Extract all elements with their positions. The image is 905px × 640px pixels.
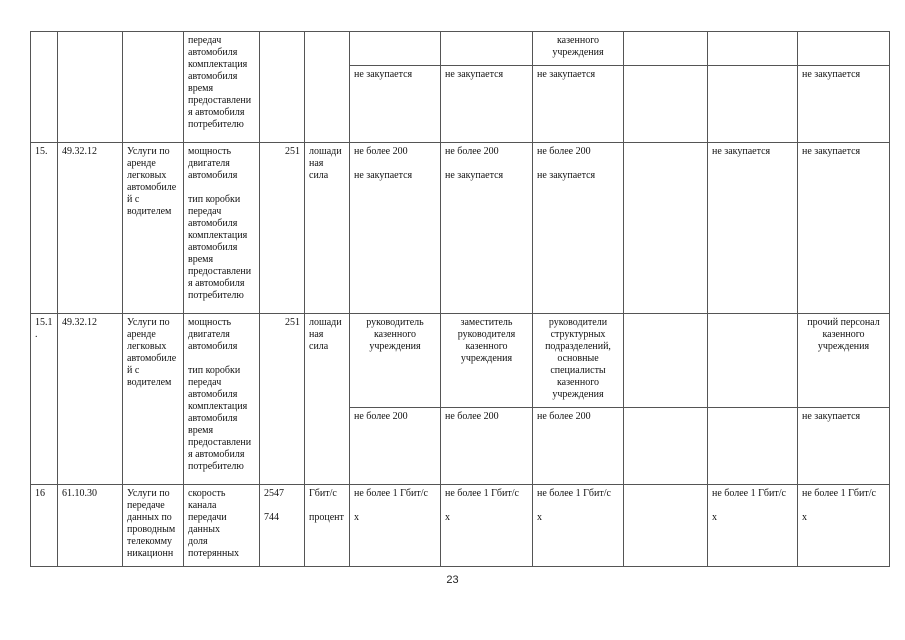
characteristic-text: мощность двигателя автомобиля xyxy=(188,146,238,181)
requirements-table xyxy=(30,31,890,567)
value-text: х xyxy=(354,512,359,523)
value-cell xyxy=(624,485,708,567)
category-header-cell xyxy=(708,314,798,408)
category-header-text: казенного учреждения xyxy=(552,35,604,58)
value-cell xyxy=(708,66,798,143)
value-text: х xyxy=(537,512,542,523)
category-header-cell: прочий персонал казенного учреждения xyxy=(798,314,890,408)
value-cell: не закупается xyxy=(441,66,533,143)
value-cell xyxy=(350,143,441,314)
category-header-cell: руководители структурных подразделений, основные специалисты казенного учреждения xyxy=(533,314,624,408)
value-text: х xyxy=(445,512,450,523)
characteristic-text: скорость канала передачи данных xyxy=(188,488,227,535)
value-text: не более 1 Гбит/с xyxy=(802,488,876,499)
okei-code-cell: 251 xyxy=(260,314,305,485)
category-header-cell xyxy=(798,32,890,66)
value-cell: не закупается xyxy=(798,143,890,314)
value-cell xyxy=(624,143,708,314)
value-text: х xyxy=(712,512,717,523)
row-number-cell: 15.1 . xyxy=(31,314,58,485)
service-name-cell: Услуги по передаче данных по проводным телекомму никационн xyxy=(123,485,184,567)
characteristic-text: передач автомобиля комплектация автомобиля время предоставлени я автомобиля потребителю xyxy=(188,35,252,130)
okpd-code-cell xyxy=(58,32,123,143)
value-cell xyxy=(441,485,533,567)
value-cell xyxy=(624,66,708,143)
value-cell xyxy=(798,485,890,567)
category-header-cell xyxy=(533,32,624,66)
page-number: 23 xyxy=(446,574,459,586)
value-text: не более 200 xyxy=(354,146,408,157)
service-name-cell xyxy=(123,32,184,143)
characteristic-cell xyxy=(184,485,260,567)
value-cell: не закупается xyxy=(350,66,441,143)
table-row xyxy=(31,314,890,408)
okei-code-cell xyxy=(260,485,305,567)
characteristic-cell xyxy=(184,32,260,143)
characteristic-text: доля потерянных xyxy=(188,536,240,559)
characteristic-text: тип коробки передач автомобиля комплектация автомобиля время предоставлени я автомобиля потребителю xyxy=(188,194,252,301)
service-name-cell: Услуги по аренде легковых автомобиле й с водителем xyxy=(123,314,184,485)
category-header-cell: заместитель руководителя казенного учреждения xyxy=(441,314,533,408)
value-text: не более 1 Гбит/с xyxy=(712,488,786,499)
row-number-cell: 15. xyxy=(31,143,58,314)
unit-cell xyxy=(305,32,350,143)
category-header-cell: руководитель казенного учреждения xyxy=(350,314,441,408)
value-text: х xyxy=(802,512,807,523)
value-cell xyxy=(624,408,708,485)
value-cell xyxy=(350,485,441,567)
value-text: не более 1 Гбит/с xyxy=(354,488,428,499)
okei-code-cell: 251 xyxy=(260,143,305,314)
category-header-cell xyxy=(441,32,533,66)
value-cell: не закупается xyxy=(533,66,624,143)
okei-text: 744 xyxy=(264,512,279,523)
characteristic-text: тип коробки передач автомобиля комплектация автомобиля время предоставлени я автомобиля потребителю xyxy=(188,365,252,472)
characteristic-cell xyxy=(184,143,260,314)
category-header-cell xyxy=(350,32,441,66)
row-number-cell xyxy=(31,32,58,143)
value-text: не более 1 Гбит/с xyxy=(537,488,611,499)
value-cell: не закупается xyxy=(798,66,890,143)
table-row xyxy=(31,485,890,567)
value-cell: не более 200 xyxy=(441,408,533,485)
category-header-cell xyxy=(624,32,708,66)
value-cell xyxy=(708,485,798,567)
value-text: не более 200 xyxy=(537,146,591,157)
table-row xyxy=(31,143,890,314)
table-row xyxy=(31,32,890,66)
value-cell xyxy=(533,485,624,567)
service-name-cell: Услуги по аренде легковых автомобиле й с водителем xyxy=(123,143,184,314)
value-cell: не закупается xyxy=(798,408,890,485)
characteristic-text: мощность двигателя автомобиля xyxy=(188,317,238,352)
value-text: не более 200 xyxy=(445,146,499,157)
value-cell: не более 200 xyxy=(350,408,441,485)
unit-cell xyxy=(305,485,350,567)
unit-text: процент xyxy=(309,512,344,523)
okpd-code-cell: 49.32.12 xyxy=(58,143,123,314)
value-text: не закупается xyxy=(445,170,504,181)
unit-cell: лошади ная сила xyxy=(305,143,350,314)
category-header-cell xyxy=(708,32,798,66)
value-text: не закупается xyxy=(354,170,413,181)
unit-cell: лошади ная сила xyxy=(305,314,350,485)
characteristic-cell xyxy=(184,314,260,485)
okei-text: 2547 xyxy=(264,488,284,499)
value-text: не закупается xyxy=(537,170,596,181)
value-cell xyxy=(708,408,798,485)
category-header-cell xyxy=(624,314,708,408)
value-cell: не более 200 xyxy=(533,408,624,485)
value-text: не более 1 Гбит/с xyxy=(445,488,519,499)
row-number-cell: 16 xyxy=(31,485,58,567)
unit-text: Гбит/с xyxy=(309,488,337,499)
value-cell xyxy=(441,143,533,314)
value-cell xyxy=(533,143,624,314)
value-cell: не закупается xyxy=(708,143,798,314)
okpd-code-cell: 49.32.12 xyxy=(58,314,123,485)
okpd-code-cell: 61.10.30 xyxy=(58,485,123,567)
okei-code-cell xyxy=(260,32,305,143)
